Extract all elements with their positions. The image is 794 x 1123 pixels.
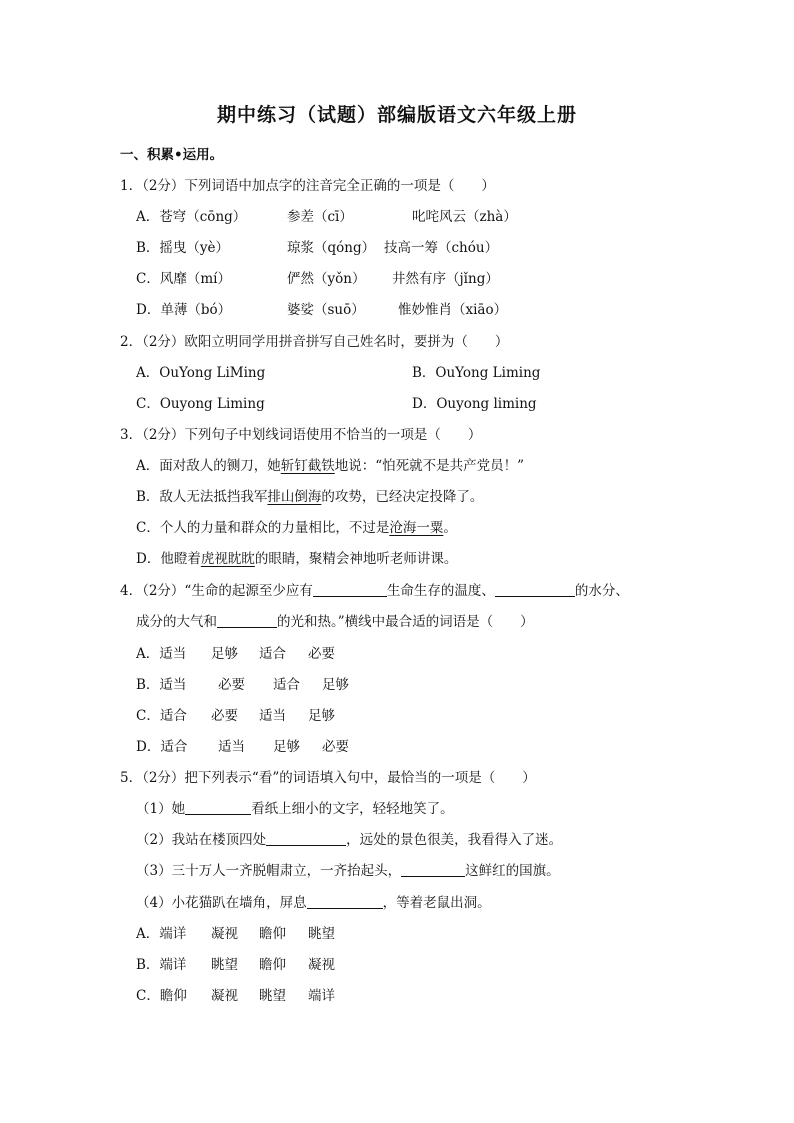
q2-option-b: B．OuYong Liming [412,365,541,381]
q3-d-text-end: 的眼睛，聚精会神地听老师讲课。 [254,551,458,567]
q3-c-text: C．个人的力量和群众的力量相比，不过是 [136,520,390,536]
section-heading: 一、积累•运用。 [120,147,224,163]
q1-a-1: A．苍穹（cōng） [136,209,247,225]
q5-c-4: 端详 [308,988,335,1004]
q1-b-2: 琼浆（qóng） [287,240,376,256]
q5-s1-text: （1）她 [136,801,186,817]
q5-s2-text-end: ，远处的景色很美，我看得入了迷。 [346,832,563,848]
q1-d-3: 惟妙惟肖（xiāo） [398,302,508,318]
q5-b-4: 凝视 [308,957,335,973]
q5-s3-text: （3）三十万人一齐脱帽肃立，一齐抬起头， [136,863,402,879]
q5-a-1: A．端详 [136,926,187,942]
q4-stem-part3: 的水分、 [574,583,629,599]
q4-stem [120,582,629,600]
q3-b-text-end: 的攻势，已经决定投降了。 [321,489,484,505]
q1-a-2: 参差（cī） [287,209,353,225]
q5-s1-text-end: 看纸上细小的文字，轻轻地笑了。 [251,801,454,817]
q4-a-3: 适合 [259,646,286,662]
q4-a-4: 必要 [308,646,335,662]
q4-d-4: 必要 [322,739,349,755]
q4-c-3: 适当 [259,708,286,724]
q1-b-3: 技高一筹（chóu） [384,240,499,256]
q5-a-4: 眺望 [308,926,335,942]
q4-d-2: 适当 [218,739,245,755]
q5-sentence-4 [136,894,491,912]
q4-stem-part4: 成分的大气和 [136,614,217,630]
q1-a-3: 叱咤风云（zhà） [412,209,517,225]
q5-c-1: C．瞻仰 [136,988,187,1004]
q5-c-2: 凝视 [211,988,238,1004]
q5-b-1: B．端详 [136,957,187,973]
q5-s4-text: （4）小花猫趴在墙角，屏息 [136,895,307,911]
q4-c-4: 足够 [308,708,335,724]
q3-a-text: A．面对敌人的铡刀，她 [136,458,281,474]
q4-stem-part1: 4．（2分）“生命的起源至少应有 [120,583,313,599]
q4-b-4: 足够 [322,677,349,693]
q4-c-1: C．适合 [136,708,187,724]
q3-a-underlined: 斩钉截铁 [280,458,335,474]
answer-blank [217,613,277,628]
q4-a-1: A．适当 [136,646,187,662]
q5-a-2: 凝视 [211,926,238,942]
answer-blank [401,862,465,877]
q3-c-text-end: 。 [443,520,457,536]
q5-a-3: 瞻仰 [259,926,286,942]
answer-blank [307,894,383,909]
q4-stem-line2 [136,613,534,631]
q1-d-1: D．单薄（bó） [136,302,232,318]
q3-b-text: B．敌人无法抵挡我军 [136,489,268,505]
answer-blank [185,800,251,815]
q3-a-text-end: 地说：“怕死就不是共产党员！” [334,458,525,474]
q3-option-c [136,519,457,537]
answer-blank [266,831,346,846]
q3-stem: 3．（2分）下列句子中划线词语使用不恰当的一项是（ ） [120,427,482,443]
answer-blank [313,582,387,597]
q5-b-3: 瞻仰 [259,957,286,973]
q3-b-underlined: 排山倒海 [267,489,322,505]
q3-option-d [136,550,457,568]
q4-d-1: D．适合 [136,739,188,755]
q4-b-1: B．适当 [136,677,187,693]
q5-c-3: 眺望 [259,988,286,1004]
q5-s2-text: （2）我站在楼顶四处 [136,832,267,848]
q5-sentence-1 [136,800,454,818]
q2-option-d: D．Ouyong liming [412,396,537,412]
q1-c-1: C．风靡（mí） [136,271,231,287]
q1-c-3: 井然有序（jǐng） [392,271,499,287]
q3-option-a [136,457,524,475]
q4-c-2: 必要 [211,708,238,724]
q4-d-3: 足够 [273,739,300,755]
q4-a-2: 足够 [211,646,238,662]
q5-b-2: 眺望 [211,957,238,973]
q3-d-underlined: 虎视眈眈 [200,551,255,567]
q4-b-3: 适合 [273,677,300,693]
q4-b-2: 必要 [218,677,245,693]
q3-c-underlined: 沧海一粟 [389,520,444,536]
q4-stem-part2: 生命生存的温度、 [386,583,495,599]
q1-stem: 1．（2分）下列词语中加点字的注音完全正确的一项是（ ） [120,178,495,194]
q5-s3-text-end: 这鲜红的国旗。 [465,863,560,879]
q2-option-a: A．OuYong LiMing [136,365,266,381]
q5-sentence-2 [136,831,562,849]
q1-c-2: 俨然（yǒn） [287,271,366,287]
q5-stem: 5．（2分）把下列表示“看”的词语填入句中，最恰当的一项是（ ） [120,770,536,786]
q4-stem-part5: 的光和热。”横线中最合适的词语是（ ） [277,614,534,630]
q5-sentence-3 [136,862,560,880]
answer-blank [495,582,575,597]
q5-s4-text-end: ，等着老鼠出洞。 [382,895,491,911]
q2-stem: 2．（2分）欧阳立明同学用拼音拼写自己姓名时，要拼为（ ） [120,334,509,350]
q1-b-1: B．摇曳（yè） [136,240,230,256]
q2-option-c: C．Ouyong Liming [136,396,265,412]
q1-d-2: 婆娑（suō） [287,302,365,318]
q3-d-text: D．他瞪着 [136,551,201,567]
page-title: 期中练习（试题）部编版语文六年级上册 [216,104,577,126]
q3-option-b [136,488,483,506]
